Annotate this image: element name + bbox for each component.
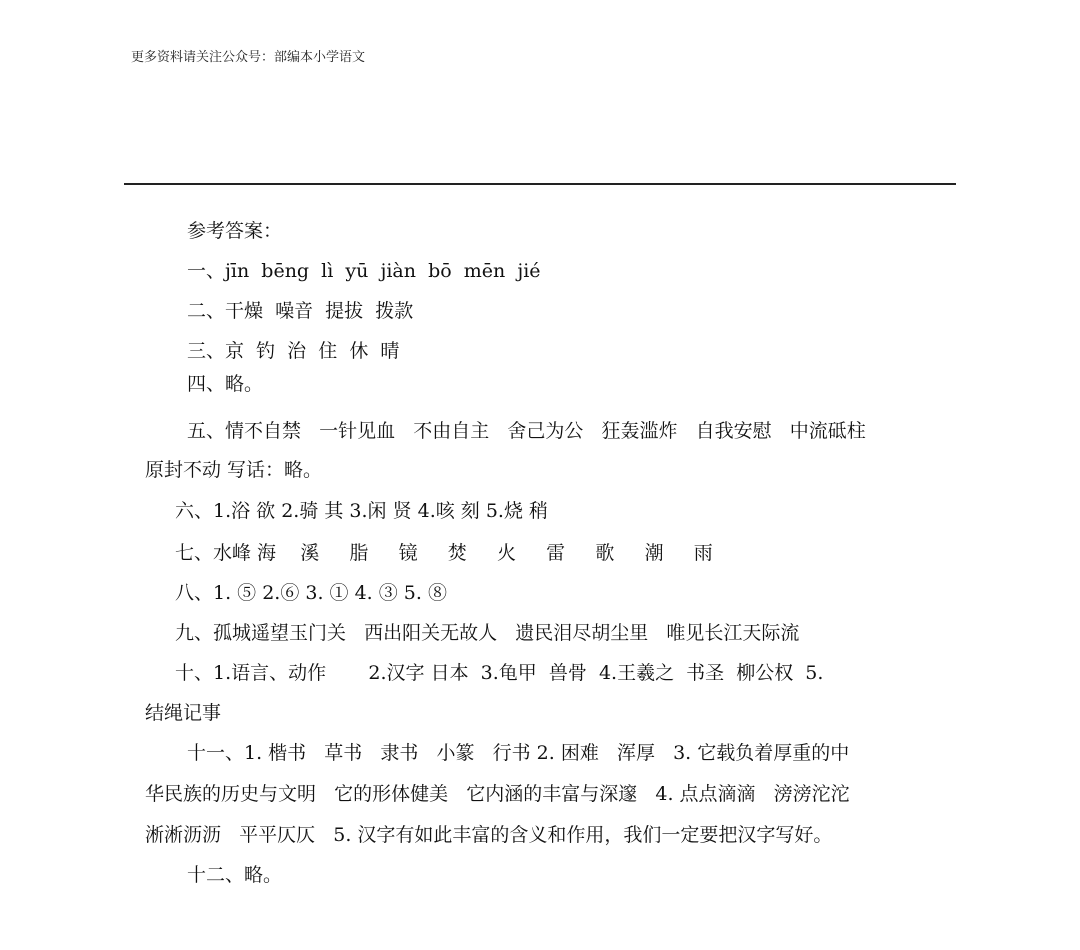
answer-1: 一、jīn bēng lì yū jiàn bō mēn jié: [187, 260, 541, 282]
answer-11-line2: 华民族的历史与文明 它的形体健美 它内涵的丰富与深邃 4. 点点滴滴 滂滂沱沱: [145, 783, 850, 805]
header-divider: [124, 183, 956, 185]
answer-11-line1: 十一、1. 楷书 草书 隶书 小篆 行书 2. 困难 浑厚 3. 它载负着厚重的中: [187, 742, 850, 764]
answer-11-line3: 淅淅沥沥 平平仄仄 5. 汉字有如此丰富的含义和作用，我们一定要把汉字写好。: [145, 824, 833, 846]
answer-10-line1: 十、1.语言、动作 2.汉字 日本 3.龟甲 兽骨 4.王羲之 书圣 柳公权 5.: [175, 662, 824, 684]
answer-3: 三、京 钓 治 住 休 晴: [187, 340, 400, 362]
answer-4: 四、略。: [187, 373, 264, 395]
answer-10-line2: 结绳记事: [145, 702, 222, 724]
answer-5-line1: 五、情不自禁 一针见血 不由自主 舍己为公 狂轰滥炸 自我安慰 中流砥柱: [187, 420, 866, 442]
header-note: 更多资料请关注公众号：部编本小学语文: [131, 50, 366, 65]
answer-6: 六、1.浴 欲 2.骑 其 3.闲 贤 4.咳 刻 5.烧 稍: [175, 500, 548, 522]
answer-7: 七、水峰 海 溪 脂 镜 焚 火 雷 歌 潮 雨: [175, 542, 713, 564]
answers-title: 参考答案：: [187, 220, 283, 242]
answer-12: 十二、略。: [187, 864, 283, 886]
answer-5-line2: 原封不动 写话：略。: [145, 459, 323, 481]
answer-2: 二、干燥 噪音 提拔 拨款: [187, 300, 414, 322]
answer-8: 八、1. ⑤ 2.⑥ 3. ① 4. ③ 5. ⑧: [175, 582, 447, 604]
answer-9: 九、孤城遥望玉门关 西出阳关无故人 遗民泪尽胡尘里 唯见长江天际流: [175, 622, 800, 644]
